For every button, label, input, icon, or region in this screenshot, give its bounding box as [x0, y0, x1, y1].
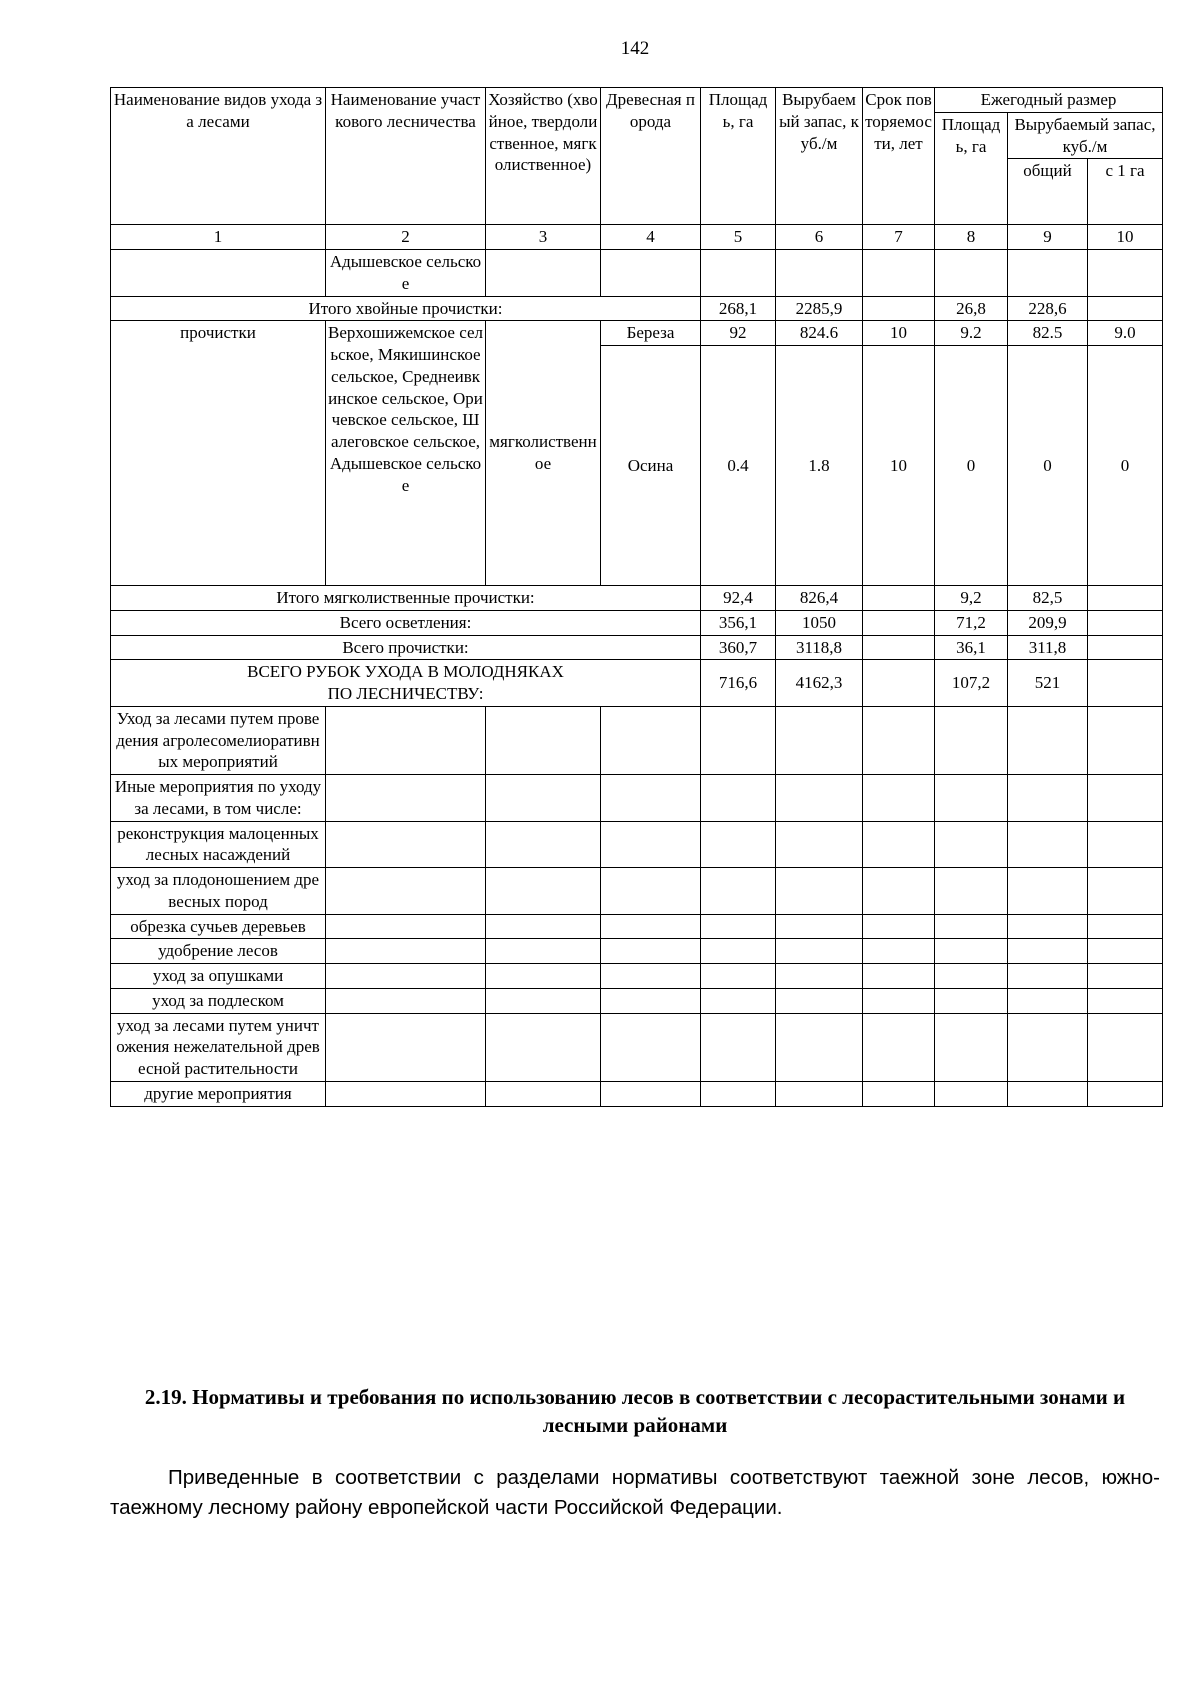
header-care-type: Наименование видов ухода за лесами: [111, 88, 326, 225]
header-row-1: [111, 88, 1163, 113]
care-type: прочистки: [111, 321, 326, 586]
grand-total-line2: ПО ЛЕСНИЧЕСТВУ:: [327, 684, 484, 703]
grand-total-row: ВСЕГО РУБОК УХОДА В МОЛОДНЯКАХ ПО ЛЕСНИЧЕСТВУ: 716,6 4162,3 107,2 521: [111, 660, 1163, 707]
section-title: 2.19. Нормативы и требования по использованию лесов в соответствии с лесорастительными зонами и лесными районами: [144, 1385, 1126, 1438]
header-volume-total: общий: [1008, 159, 1088, 225]
subtotal-row-conifer: Итого хвойные прочистки: 268,1 2285,9 26,8 228,6: [111, 296, 1163, 321]
row-label: уход за лесами путем уничтожения нежелательной древесной растительности: [111, 1013, 326, 1081]
row-label: [111, 660, 701, 707]
table-row: [111, 706, 1163, 774]
subtotal-row-soft: Итого мягколиственные прочистки: 92,4 826,4 9,2 82,5: [111, 586, 1163, 611]
table-row: [111, 1013, 1163, 1081]
forestry-list: Верхошижемское сельское, Мякишинское сельское, Среднеивкинское сельское, Оричевское сельское, Шалеговское сельское, Адышевское сельское: [326, 321, 486, 586]
forestry-name: Адышевское сельское: [326, 250, 486, 297]
row-label: Итого мягколиственные прочистки:: [111, 586, 701, 611]
table-row: [111, 1081, 1163, 1106]
col-num: 3: [486, 225, 601, 250]
total-row-thinning: Всего прочистки: 360,7 3118,8 36,1 311,8: [111, 635, 1163, 660]
table-row: [111, 775, 1163, 822]
header-annual-area: Площадь, га: [935, 112, 1008, 225]
col-num: 7: [863, 225, 935, 250]
table-row: [111, 988, 1163, 1013]
header-period: Срок повторяемости, лет: [863, 88, 935, 225]
forest-care-table: [110, 87, 1163, 1107]
row-label: Уход за лесами путем проведения агролесомелиоративных мероприятий: [111, 706, 326, 774]
header-volume-per-ha: с 1 га: [1088, 159, 1163, 225]
table-row: [111, 250, 1163, 297]
column-number-row: [111, 225, 1163, 250]
row-label: обрезка сучьев деревьев: [111, 914, 326, 939]
row-label: Итого хвойные прочистки:: [111, 296, 701, 321]
table-row: [111, 868, 1163, 915]
header-area: Площадь, га: [701, 88, 776, 225]
row-label: Всего прочистки:: [111, 635, 701, 660]
col-num: 6: [776, 225, 863, 250]
col-num: 9: [1008, 225, 1088, 250]
row-label: уход за подлеском: [111, 988, 326, 1013]
header-species: Древесная порода: [601, 88, 701, 225]
table-row-birch: прочистки Верхошижемское сельское, Мякишинское сельское, Среднеивкинское сельское, Оричевское сельское, Шалеговское сельское, Адышевское сельское мягколиственное Береза 92 824.6 10 9.2 82.5 9.0: [111, 321, 1163, 346]
table-row: [111, 914, 1163, 939]
table-row: [111, 821, 1163, 868]
col-num: 5: [701, 225, 776, 250]
header-annual-volume: Вырубаемый запас, куб./м: [1008, 112, 1163, 159]
table-row: [111, 964, 1163, 989]
row-label: другие мероприятия: [111, 1081, 326, 1106]
row-label: уход за опушками: [111, 964, 326, 989]
header-forestry: Наименование участкового лесничества: [326, 88, 486, 225]
table-row: [111, 939, 1163, 964]
header-volume: Вырубаемый запас, куб./м: [776, 88, 863, 225]
header-annual: Ежегодный размер: [935, 88, 1163, 113]
economy-type: мягколиственное: [486, 321, 601, 586]
col-num: 2: [326, 225, 486, 250]
grand-total-line1: ВСЕГО РУБОК УХОДА В МОЛОДНЯКАХ: [247, 662, 564, 682]
col-num: 10: [1088, 225, 1163, 250]
col-num: 1: [111, 225, 326, 250]
col-num: 4: [601, 225, 701, 250]
row-label: реконструкция малоценных лесных насаждений: [111, 821, 326, 868]
page-number: 142: [620, 38, 650, 59]
section-paragraph: Приведенные в соответствии с разделами нормативы соответствуют таежной зоне лесов, южно-таежному лесному району европейской части Российской Федерации.: [110, 1466, 1160, 1519]
table-row-aspen: Осина 0.4 1.8 10 0 0 0: [111, 346, 1163, 586]
row-label: удобрение лесов: [111, 939, 326, 964]
row-label: Иные мероприятия по уходу за лесами, в том числе:: [111, 775, 326, 822]
header-economy: Хозяйство (хвойное, твердолиственное, мягколиственное): [486, 88, 601, 225]
row-label: уход за плодоношением древесных пород: [111, 868, 326, 915]
col-num: 8: [935, 225, 1008, 250]
row-label: Всего осветления:: [111, 610, 701, 635]
total-row-clearing: Всего осветления: 356,1 1050 71,2 209,9: [111, 610, 1163, 635]
